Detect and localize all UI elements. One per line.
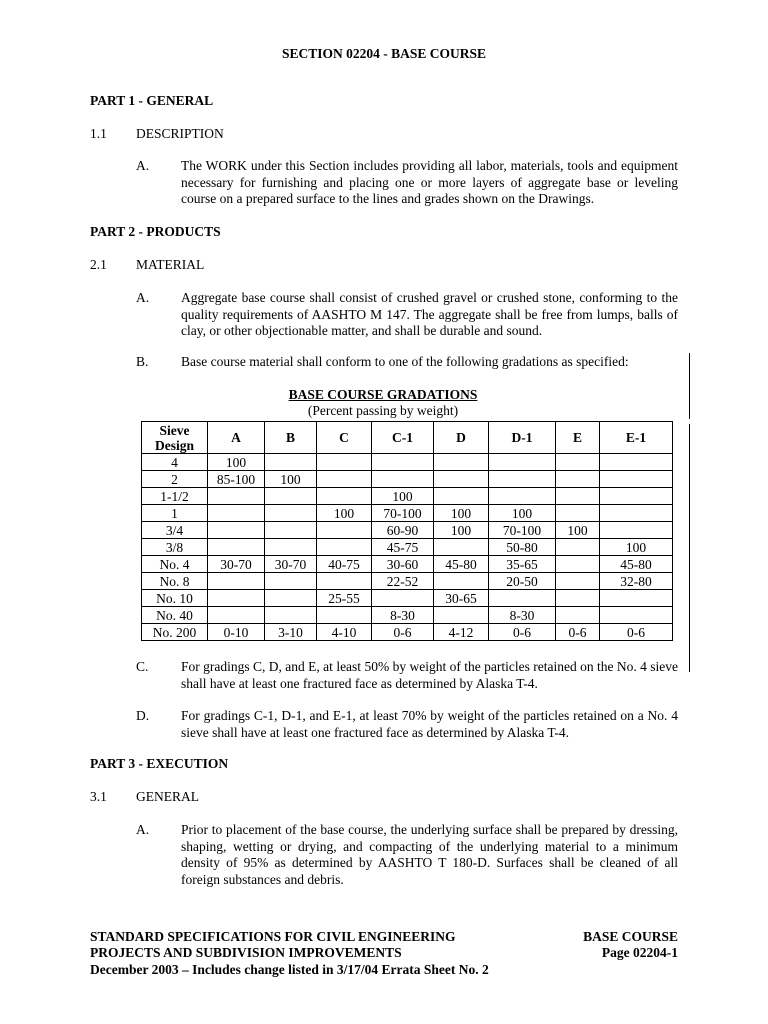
s21-d-paragraph: For gradings C-1, D-1, and E-1, at least 70% by weight of the particles retained on a No. 4 sieve shall have at least one fractured face as determined by Alaska T-4.	[181, 708, 678, 740]
percent-passing-cell: 100	[372, 488, 434, 505]
percent-passing-cell	[317, 522, 372, 539]
percent-passing-cell	[265, 573, 317, 590]
percent-passing-cell	[317, 488, 372, 505]
percent-passing-cell	[489, 590, 556, 607]
s21-a-paragraph: Aggregate base course shall consist of crushed gravel or crushed stone, conforming to the quality requirements of AASHTO M 147. The aggregate shall be free from lumps, balls of clay, or other objectionable matter, and shall be durable and sound.	[181, 290, 678, 338]
percent-passing-cell	[556, 454, 600, 471]
percent-passing-cell	[317, 471, 372, 488]
percent-passing-cell: 0-6	[372, 624, 434, 641]
percent-passing-cell: 4-10	[317, 624, 372, 641]
percent-passing-cell: 20-50	[489, 573, 556, 590]
percent-passing-cell: 0-6	[600, 624, 673, 641]
percent-passing-cell	[600, 607, 673, 624]
change-bar-lower	[689, 424, 690, 672]
percent-passing-cell: 100	[434, 505, 489, 522]
table-row	[142, 488, 673, 505]
part3-heading: PART 3 - EXECUTION	[90, 756, 229, 771]
s21-b-paragraph: Base course material shall conform to one of the following gradations as specified:	[181, 354, 629, 369]
percent-passing-cell: 85-100	[208, 471, 265, 488]
percent-passing-cell: 100	[556, 522, 600, 539]
table-header-row	[142, 422, 673, 454]
change-bar-upper	[689, 353, 690, 419]
percent-passing-cell	[265, 590, 317, 607]
sieve-size-cell: No. 8	[142, 573, 208, 590]
s31-number: 3.1	[90, 789, 107, 804]
table-row	[142, 539, 673, 556]
footer-line-1: STANDARD SPECIFICATIONS FOR CIVIL ENGINEERING	[90, 929, 456, 944]
s21-number: 2.1	[90, 257, 107, 272]
percent-passing-cell	[265, 454, 317, 471]
footer-section-name: BASE COURSE	[583, 929, 678, 944]
percent-passing-cell: 45-75	[372, 539, 434, 556]
percent-passing-cell: 45-80	[600, 556, 673, 573]
sieve-size-cell: No. 40	[142, 607, 208, 624]
header-cell: D	[434, 422, 489, 454]
percent-passing-cell: 100	[600, 539, 673, 556]
percent-passing-cell: 100	[489, 505, 556, 522]
percent-passing-cell	[208, 488, 265, 505]
percent-passing-cell: 40-75	[317, 556, 372, 573]
percent-passing-cell	[208, 607, 265, 624]
percent-passing-cell: 3-10	[265, 624, 317, 641]
percent-passing-cell: 22-52	[372, 573, 434, 590]
table-subtitle: (Percent passing by weight)	[307, 403, 459, 418]
percent-passing-cell	[434, 573, 489, 590]
s21-a-letter: A.	[136, 290, 150, 305]
table-row	[142, 471, 673, 488]
part2-heading: PART 2 - PRODUCTS	[90, 224, 221, 239]
header-cell: A	[208, 422, 265, 454]
table-title: BASE COURSE GRADATIONS	[288, 387, 478, 402]
percent-passing-cell	[317, 573, 372, 590]
percent-passing-cell	[489, 454, 556, 471]
percent-passing-cell: 30-65	[434, 590, 489, 607]
percent-passing-cell	[600, 471, 673, 488]
percent-passing-cell	[556, 607, 600, 624]
sieve-size-cell: 4	[142, 454, 208, 471]
percent-passing-cell: 8-30	[372, 607, 434, 624]
s21-c-letter: C.	[136, 659, 149, 674]
percent-passing-cell	[372, 590, 434, 607]
percent-passing-cell: 70-100	[372, 505, 434, 522]
percent-passing-cell: 8-30	[489, 607, 556, 624]
s11-a-paragraph: The WORK under this Section includes providing all labor, materials, tools and equipment necessary for furnishing and placing one or more layers of aggregate base or leveling course on a prepared surface to the lines and grades shown on the Drawings.	[181, 158, 678, 206]
part1-heading: PART 1 - GENERAL	[90, 93, 214, 108]
percent-passing-cell: 70-100	[489, 522, 556, 539]
sieve-size-cell: No. 200	[142, 624, 208, 641]
table-row	[142, 607, 673, 624]
header-cell: B	[265, 422, 317, 454]
header-cell: E	[556, 422, 600, 454]
s21-d-letter: D.	[136, 708, 150, 723]
percent-passing-cell: 30-70	[265, 556, 317, 573]
percent-passing-cell	[556, 488, 600, 505]
s21-b-letter: B.	[136, 354, 149, 369]
s11-number: 1.1	[90, 126, 107, 141]
s21-c-paragraph: For gradings C, D, and E, at least 50% by weight of the particles retained on the No. 4 sieve shall have at least one fractured face as determined by Alaska T-4.	[181, 659, 678, 691]
percent-passing-cell	[556, 573, 600, 590]
footer-page-number: Page 02204-1	[601, 945, 678, 960]
percent-passing-cell	[434, 454, 489, 471]
percent-passing-cell	[434, 607, 489, 624]
percent-passing-cell	[317, 539, 372, 556]
sieve-size-cell: 1-1/2	[142, 488, 208, 505]
sieve-size-cell: No. 4	[142, 556, 208, 573]
header-cell: Sieve Design	[142, 422, 208, 454]
percent-passing-cell: 32-80	[600, 573, 673, 590]
header-cell: C-1	[372, 422, 434, 454]
sieve-size-cell: 3/8	[142, 539, 208, 556]
sieve-size-cell: No. 10	[142, 590, 208, 607]
percent-passing-cell	[489, 471, 556, 488]
percent-passing-cell: 0-6	[489, 624, 556, 641]
percent-passing-cell: 100	[208, 454, 265, 471]
footer-line-3: December 2003 – Includes change listed in 3/17/04 Errata Sheet No. 2	[90, 962, 489, 977]
percent-passing-cell: 50-80	[489, 539, 556, 556]
s11-a-letter: A.	[136, 158, 150, 173]
percent-passing-cell	[317, 607, 372, 624]
section-title: SECTION 02204 - BASE COURSE	[281, 46, 487, 61]
percent-passing-cell: 4-12	[434, 624, 489, 641]
percent-passing-cell	[208, 505, 265, 522]
table-row	[142, 556, 673, 573]
table-row	[142, 590, 673, 607]
percent-passing-cell: 30-70	[208, 556, 265, 573]
percent-passing-cell	[265, 488, 317, 505]
sieve-size-cell: 2	[142, 471, 208, 488]
percent-passing-cell	[600, 505, 673, 522]
header-cell: D-1	[489, 422, 556, 454]
s31-a-letter: A.	[136, 822, 150, 837]
percent-passing-cell	[600, 522, 673, 539]
percent-passing-cell	[372, 454, 434, 471]
header-cell: C	[317, 422, 372, 454]
percent-passing-cell	[265, 539, 317, 556]
percent-passing-cell	[434, 539, 489, 556]
s31-a-paragraph: Prior to placement of the base course, the underlying surface shall be prepared by dressing, shaping, wetting or drying, and compacting of the underlying material to a minimum density of 95% as determined by AASHTO T 180-D. Surfaces shall be cleaned of all foreign substances and debris.	[181, 822, 678, 887]
percent-passing-cell	[317, 454, 372, 471]
percent-passing-cell	[434, 488, 489, 505]
percent-passing-cell	[265, 505, 317, 522]
percent-passing-cell	[208, 590, 265, 607]
percent-passing-cell	[600, 454, 673, 471]
percent-passing-cell: 35-65	[489, 556, 556, 573]
percent-passing-cell	[208, 522, 265, 539]
table-row	[142, 522, 673, 539]
table-row	[142, 624, 673, 641]
gradations-table	[141, 421, 673, 641]
sieve-size-cell: 1	[142, 505, 208, 522]
percent-passing-cell: 100	[434, 522, 489, 539]
percent-passing-cell	[556, 505, 600, 522]
percent-passing-cell: 0-6	[556, 624, 600, 641]
percent-passing-cell: 100	[317, 505, 372, 522]
percent-passing-cell	[489, 488, 556, 505]
percent-passing-cell	[556, 539, 600, 556]
percent-passing-cell	[208, 539, 265, 556]
percent-passing-cell: 0-10	[208, 624, 265, 641]
table-row	[142, 573, 673, 590]
percent-passing-cell: 45-80	[434, 556, 489, 573]
percent-passing-cell: 30-60	[372, 556, 434, 573]
percent-passing-cell: 25-55	[317, 590, 372, 607]
percent-passing-cell	[208, 573, 265, 590]
sieve-size-cell: 3/4	[142, 522, 208, 539]
s21-title: MATERIAL	[136, 257, 205, 272]
percent-passing-cell	[556, 471, 600, 488]
percent-passing-cell	[265, 522, 317, 539]
footer-line-2: PROJECTS AND SUBDIVISION IMPROVEMENTS	[90, 945, 402, 960]
header-cell: E-1	[600, 422, 673, 454]
percent-passing-cell	[600, 590, 673, 607]
table-row	[142, 454, 673, 471]
s31-title: GENERAL	[136, 789, 199, 804]
percent-passing-cell: 60-90	[372, 522, 434, 539]
percent-passing-cell: 100	[265, 471, 317, 488]
s11-title: DESCRIPTION	[136, 126, 224, 141]
percent-passing-cell	[556, 556, 600, 573]
percent-passing-cell	[434, 471, 489, 488]
table-row	[142, 505, 673, 522]
percent-passing-cell	[372, 471, 434, 488]
percent-passing-cell	[600, 488, 673, 505]
percent-passing-cell	[556, 590, 600, 607]
percent-passing-cell	[265, 607, 317, 624]
